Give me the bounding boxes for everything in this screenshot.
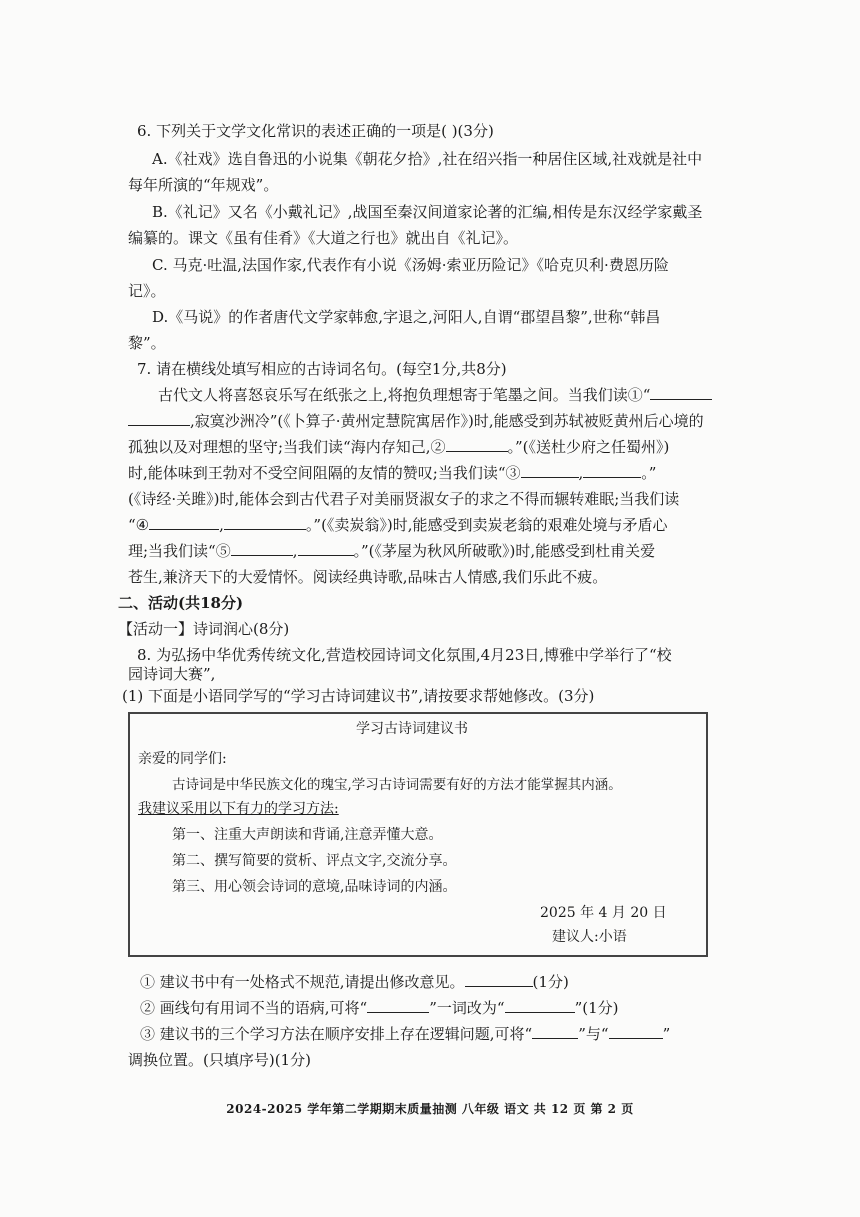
q7-blank-5b[interactable] [298,541,354,556]
q8-sub1: (1) 下面是小语同学写的“学习古诗词建议书”,请按要求帮她修改。(3分) [122,687,595,705]
task-3-close-quote: ” [662,1025,671,1043]
q6-option-c-line2: 记》。 [128,282,166,300]
q7-line3-tail: 。”(《送杜少府之任蜀州》) [507,438,670,456]
q7-line7 [128,541,655,561]
q7-blank-2[interactable] [446,437,508,452]
q7-line1 [158,385,712,405]
task-3-blank-a[interactable] [532,1024,578,1039]
task-1-score: (1分) [532,973,569,991]
task-1-text: ① 建议书中有一处格式不规范,请提出修改意见。 [140,973,465,991]
letter-title: 学习古诗词建议书 [356,721,468,737]
task-3-blank-b[interactable] [609,1024,663,1039]
comma: , [292,542,298,560]
task-1 [140,972,569,992]
proposal-letter-box [128,712,708,957]
q7-line3 [128,437,669,457]
comma: , [578,464,584,482]
q7-blank-1a[interactable] [650,385,712,400]
q7-blank-3a[interactable] [521,463,579,478]
task-3-text: ③ 建议书的三个学习方法在顺序安排上存在逻辑问题,可将“ [140,1025,533,1043]
q7-line4-text: 时,能体味到王勃对不受空间阻隔的友情的赞叹;当我们读“③ [128,464,521,482]
q7-line7-head: 理;当我们读“⑤ [128,542,231,560]
q6-option-a-line2: 每年所演的“年规戏”。 [128,176,279,194]
letter-greeting: 亲爱的同学们: [138,751,227,767]
q6-option-c-line1: C. 马克·吐温,法国作家,代表作有小说《汤姆·索亚历险记》《哈克贝利·费恩历险 [152,256,669,274]
task-3-mid: ”与“ [578,1025,609,1043]
q7-line6-head: “④ [128,516,150,534]
letter-date: 2025 年 4 月 20 日 [540,905,667,921]
q6-option-b-line1: B.《礼记》又名《小戴礼记》,战国至秦汉间道家论著的汇编,相传是东汉经学家戴圣 [152,203,703,221]
section-2-title: 二、活动(共18分) [118,594,244,612]
task-3-line2: 调换位置。(只填序号)(1分) [128,1051,311,1069]
q8-stem-line2: 园诗词大赛”, [128,665,216,683]
letter-method-1: 第一、注重大声朗读和背诵,注意弄懂大意。 [172,827,443,843]
letter-method-2: 第二、撰写简要的赏析、评点文字,交流分享。 [172,853,457,869]
letter-signer: 建议人:小语 [552,929,627,945]
q7-line2 [128,411,704,431]
q6-option-b-line2: 编纂的。课文《虽有佳肴》《大道之行也》就出自《礼记》。 [128,229,519,247]
q8-stem-line1: 8. 为弘扬中华优秀传统文化,营造校园诗词文化氛围,4月23日,博雅中学举行了“校 [137,646,672,664]
q7-blank-4a[interactable] [149,515,219,530]
task-1-blank[interactable] [465,972,533,987]
task-2 [140,998,618,1018]
task-2-score: ”(1分) [574,999,619,1017]
q6-option-a-line1: A.《社戏》选自鲁迅的小说集《朝花夕拾》,社在绍兴指一种居住区域,社戏就是社中 [152,150,703,168]
q7-line1-text: 古代文人将喜怒哀乐写在纸张之上,将抱负理想寄于笔墨之间。当我们读①“ [158,386,651,404]
q7-stem: 7. 请在横线处填写相应的古诗词名句。(每空1分,共8分) [137,360,507,378]
task-2-blank-b[interactable] [505,998,575,1013]
q7-line7-tail: 。”(《茅屋为秋风所破歌》)时,能感受到杜甫关爱 [353,542,656,560]
letter-underlined-sentence: 我建议采用以下有力的学习方法: [138,801,339,817]
task-2-mid: ”一词改为“ [429,999,505,1017]
page-footer: 2024-2025 学年第二学期期末质量抽测 八年级 语文 共 12 页 第 2 页 [226,1102,634,1116]
q7-line6 [128,515,668,535]
comma: , [219,516,224,534]
q7-blank-1b[interactable] [128,411,190,426]
q6-option-d-line1: D.《马说》的作者唐代文学家韩愈,字退之,河阳人,自谓“郡望昌黎”,世称“韩昌 [152,308,661,326]
activity-1-title: 【活动一】诗词润心(8分) [118,620,290,638]
q7-line4-tail: 。” [641,464,657,482]
letter-body: 古诗词是中华民族文化的瑰宝,学习古诗词需要有好的方法才能掌握其内涵。 [172,777,622,793]
task-3 [140,1024,670,1044]
q7-line6-tail: 。”(《卖炭翁》)时,能感受到卖炭老翁的艰难处境与矛盾心 [305,516,668,534]
letter-method-3: 第三、用心领会诗词的意境,品味诗词的内涵。 [172,879,457,895]
q7-blank-4b[interactable] [224,515,306,530]
q7-line2-text: ,寂寞沙洲冷”(《卜算子·黄州定慧院寓居作》)时,能感受到苏轼被贬黄州后心境的 [190,412,704,430]
task-2-blank-a[interactable] [367,998,429,1013]
q6-option-d-line2: 黎”。 [128,334,166,352]
q7-blank-5a[interactable] [231,541,293,556]
q7-line4 [128,463,656,483]
q7-blank-3b[interactable] [583,463,641,478]
q7-line5: (《诗经·关雎》)时,能体会到古代君子对美丽贤淑女子的求之不得而辗转难眠;当我们读 [128,490,680,508]
task-2-text: ② 画线句有用词不当的语病,可将“ [140,999,368,1017]
q6-stem: 6. 下列关于文学文化常识的表述正确的一项是( )(3分) [137,122,494,140]
q7-line3-text: 孤独以及对理想的坚守;当我们读“海内存知己,② [128,438,446,456]
q7-line8: 苍生,兼济天下的大爱情怀。阅读经典诗歌,品味古人情感,我们乐此不疲。 [128,568,608,586]
